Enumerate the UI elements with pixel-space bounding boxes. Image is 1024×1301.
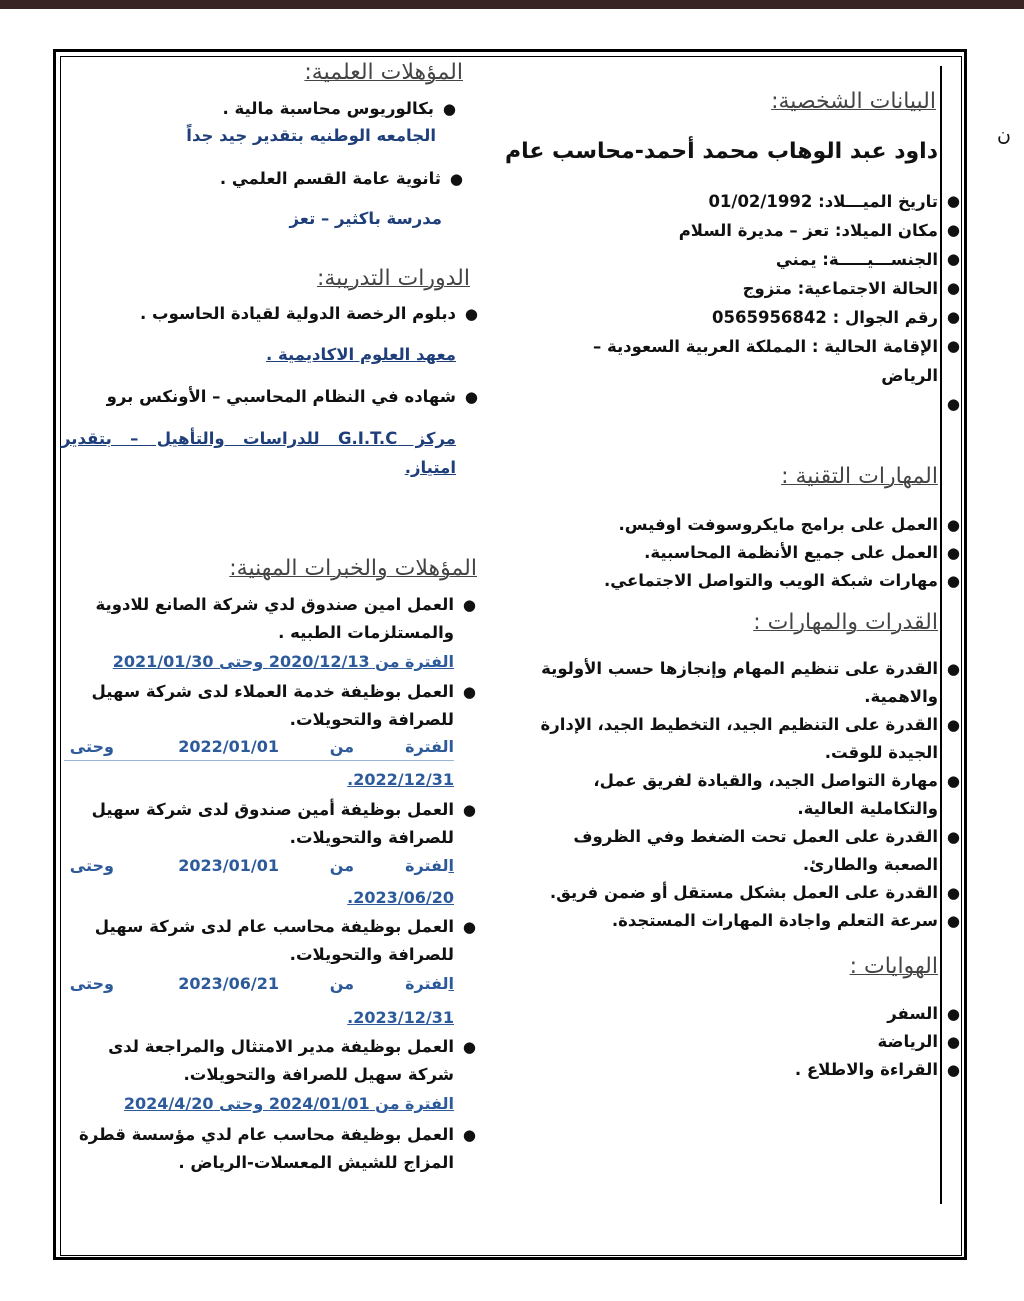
period-date: 2023/01/01: [178, 856, 279, 875]
ability-item: ● القدرة على العمل بشكل مستقل أو ضمن فريق.: [549, 883, 960, 902]
experience-list: [54, 913, 476, 969]
experience-period: [64, 852, 454, 879]
courses-list: [76, 300, 478, 328]
tech-skill-item: ● مهارات شبكة الويب والتواصل الاجتماعي.: [603, 571, 960, 590]
period-label: الفترة: [405, 737, 454, 756]
experience-heading: المؤهلات والخبرات المهنية:: [229, 556, 477, 581]
abilities-list: [533, 655, 960, 935]
top-bar: [0, 0, 1024, 9]
personal-heading: البيانات الشخصية:: [771, 89, 936, 114]
education-list: [104, 95, 456, 123]
hobbies-heading: الهوايات :: [849, 954, 938, 979]
experience-list: [54, 591, 476, 647]
period-label: الفترة: [405, 856, 454, 875]
tech-skill-item: ● العمل على برامج مايكروسوفت اوفيس.: [618, 515, 960, 534]
period-date: 2023/06/21: [178, 974, 279, 993]
experience-period: الفترة من 2024/01/01 وحتى 2024/4/20: [123, 1094, 454, 1113]
course-item: ● دبلوم الرخصة الدولية لقيادة الحاسوب .: [140, 304, 478, 323]
personal-item: ● رقم الجوال : 0565956842: [712, 308, 960, 327]
ability-item: ● القدرة على تنظيم المهام وإنجازها حسب الأولوية والاهمية.: [541, 659, 960, 706]
hobby-item: ● السفر: [887, 1004, 960, 1023]
personal-item: ● مكان الميلاد: تعز – مديرة السلام: [678, 221, 960, 240]
personal-item: ● تاريخ الميـــلاد: 01/02/1992: [708, 192, 960, 211]
ability-item: ● القدرة على التنظيم الجيد، التخطيط الجيد، الإدارة الجيدة للوقت.: [540, 715, 960, 762]
personal-item: ● الحالة الاجتماعية: متزوج: [742, 279, 960, 298]
experience-period: [64, 970, 454, 997]
experience-item: ● العمل بوظيفة محاسب عام لدي مؤسسة قطرة المزاج للشيش المعسلات-الرياض .: [79, 1125, 476, 1172]
experience-item: ● العمل بوظيفة خدمة العملاء لدى شركة سهيل للصرافة والتحويلات.: [91, 682, 476, 729]
ability-item: ● مهارة التواصل الجيد، والقيادة لفريق عمل، والتكاملية العالية.: [593, 771, 960, 818]
personal-item-empty: ●: [946, 395, 960, 413]
experience-list: [54, 1033, 476, 1089]
experience-period: الفترة من 2020/12/13 وحتى 2021/01/30: [112, 652, 454, 671]
hobbies-list: [638, 1000, 960, 1084]
period-to: وحتى: [69, 856, 114, 875]
course-item: ● شهاده في النظام المحاسبي – الأونكس برو: [106, 387, 478, 406]
ability-item: ● سرعة التعلم واجادة المهارات المستجدة.: [611, 911, 960, 930]
education-list-2: [111, 165, 463, 193]
experience-list: [54, 678, 476, 734]
tech-skills-heading: المهارات التقنية :: [781, 464, 938, 489]
tech-skills-list: [508, 511, 960, 595]
education-detail: الجامعه الوطنيه بتقدير جيد جداً: [186, 126, 436, 145]
period-from: من: [329, 856, 354, 875]
period-label: الفترة: [405, 974, 454, 993]
experience-item: ● العمل امين صندوق لدي شركة الصانع للادوية والمستلزمات الطبيه .: [95, 595, 476, 642]
full-name: داود عبد الوهاب محمد أحمد-محاسب عام: [504, 139, 938, 164]
education-item: ● ثانوية عامة القسم العلمي .: [219, 169, 463, 188]
personal-item: ● الإقامة الحالية : المملكة العربية السعودية – الرياض: [592, 337, 960, 385]
course-detail-line2: امتياز.: [404, 458, 456, 477]
hobby-item: ● القراءة والاطلاع .: [794, 1060, 960, 1079]
experience-list: [54, 796, 476, 852]
ability-item: ● القدرة على العمل تحت الضغط وفي الظروف الصعبة والطارئ.: [573, 827, 960, 874]
period-date: 2022/01/01: [178, 737, 279, 756]
hobby-item: ● الرياضة: [877, 1032, 960, 1051]
experience-item: ● العمل بوظيفة محاسب عام لدى شركة سهيل للصرافة والتحويلات.: [94, 917, 476, 964]
experience-period-end: 2023/12/31.: [347, 1008, 454, 1027]
tech-skill-item: ● العمل على جميع الأنظمة المحاسبية.: [644, 543, 960, 562]
education-detail: مدرسة باكثير – تعز: [289, 209, 442, 228]
education-heading: المؤهلات العلمية:: [304, 60, 463, 85]
experience-list: [54, 1121, 476, 1177]
personal-item: ● الجنســـيـــــة: يمني: [775, 250, 960, 269]
period-from: من: [329, 737, 354, 756]
period-from: من: [329, 974, 354, 993]
course-detail: معهد العلوم الاكاديمية .: [266, 345, 456, 364]
education-item: ● بكالوريوس محاسبة مالية .: [222, 99, 456, 118]
abilities-heading: القدرات والمهارات :: [753, 610, 938, 635]
courses-list-2: [56, 383, 478, 411]
experience-period-end: 2023/06/20.: [347, 888, 454, 907]
personal-info-list: [518, 187, 960, 419]
courses-heading: الدورات التدريبة:: [316, 266, 470, 291]
experience-item: ● العمل بوظيفة مدير الامتثال والمراجعة لدى شركة سهيل للصرافة والتحويلات.: [108, 1037, 476, 1084]
experience-period: [64, 733, 454, 761]
experience-item: ● العمل بوظيفة أمين صندوق لدى شركة سهيل للصرافة والتحويلات.: [91, 800, 476, 847]
experience-period-end: 2022/12/31.: [347, 770, 454, 789]
period-to: وحتى: [69, 737, 114, 756]
course-detail-line1: مركز G.I.T.C للدراسات والتأهيل – بتقدير: [61, 429, 456, 448]
period-to: وحتى: [69, 974, 114, 993]
stray-character: ن: [997, 124, 1011, 146]
